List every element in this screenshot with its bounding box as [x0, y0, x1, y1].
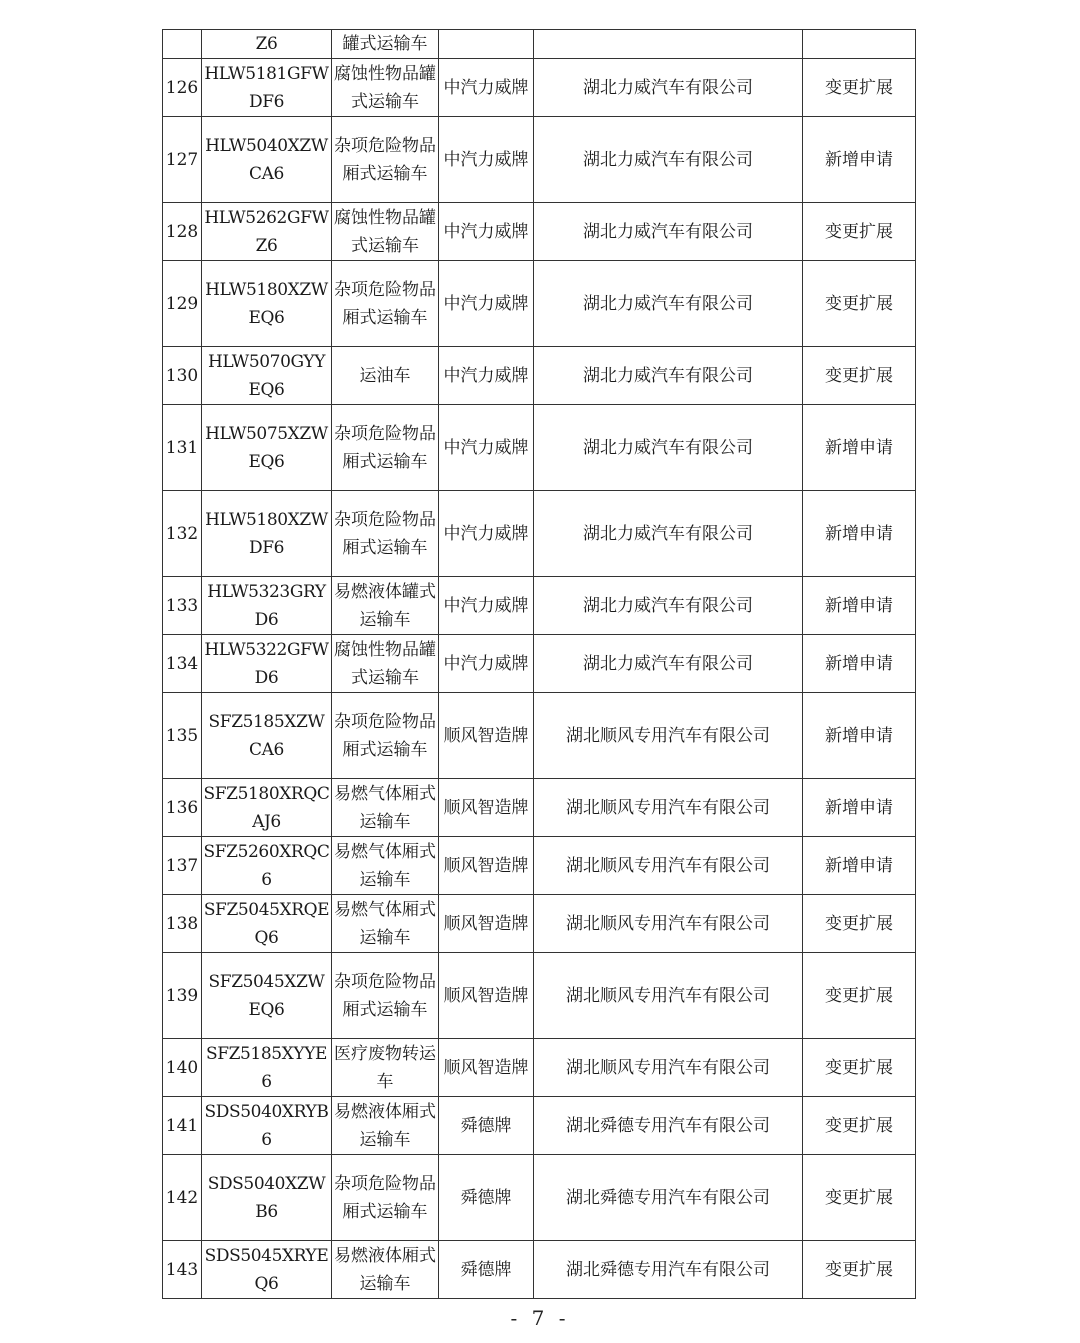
- cell-brand: 顺风智造牌: [439, 779, 534, 837]
- cell-status: 新增申请: [803, 837, 916, 895]
- cell-status: 变更扩展: [803, 59, 916, 117]
- table-row: [163, 837, 916, 895]
- cell-model: SDS5040XZWB6: [202, 1155, 332, 1241]
- cell-vehicle-type: 杂项危险物品厢式运输车: [332, 405, 439, 491]
- table-row: [163, 895, 916, 953]
- cell-status: 变更扩展: [803, 1097, 916, 1155]
- cell-company: 湖北力威汽车有限公司: [534, 491, 803, 577]
- cell-status: 变更扩展: [803, 1039, 916, 1097]
- cell-model: SFZ5260XRQC6: [202, 837, 332, 895]
- page-number: - 7 -: [510, 1306, 570, 1330]
- cell-company: 湖北舜德专用汽车有限公司: [534, 1155, 803, 1241]
- cell-status: 变更扩展: [803, 953, 916, 1039]
- cell-brand: 中汽力威牌: [439, 405, 534, 491]
- table-row: [163, 347, 916, 405]
- table-row: [163, 1039, 916, 1097]
- cell-vehicle-type: 易燃液体罐式运输车: [332, 577, 439, 635]
- cell-model: HLW5070GYYEQ6: [202, 347, 332, 405]
- cell-vehicle-type: 腐蚀性物品罐式运输车: [332, 635, 439, 693]
- table-row: [163, 635, 916, 693]
- cell-brand: 舜德牌: [439, 1241, 534, 1299]
- cell-model: HLW5322GFWD6: [202, 635, 332, 693]
- cell-number: 128: [163, 203, 202, 261]
- cell-vehicle-type: 易燃气体厢式运输车: [332, 895, 439, 953]
- cell-status: 变更扩展: [803, 1155, 916, 1241]
- cell-brand: 顺风智造牌: [439, 953, 534, 1039]
- table-row: [163, 59, 916, 117]
- cell-vehicle-type: 腐蚀性物品罐式运输车: [332, 59, 439, 117]
- cell-number: 133: [163, 577, 202, 635]
- cell-company: 湖北力威汽车有限公司: [534, 347, 803, 405]
- cell-vehicle-type: 易燃液体厢式运输车: [332, 1097, 439, 1155]
- cell-brand: 顺风智造牌: [439, 1039, 534, 1097]
- cell-company: 湖北顺风专用汽车有限公司: [534, 895, 803, 953]
- cell-vehicle-type: 易燃气体厢式运输车: [332, 779, 439, 837]
- cell-vehicle-type: 罐式运输车: [332, 30, 439, 59]
- table-row: [163, 1097, 916, 1155]
- cell-number: 140: [163, 1039, 202, 1097]
- cell-model: HLW5181GFWDF6: [202, 59, 332, 117]
- table-row: [163, 693, 916, 779]
- cell-number: 138: [163, 895, 202, 953]
- table-row: [163, 1155, 916, 1241]
- cell-brand: 中汽力威牌: [439, 203, 534, 261]
- cell-brand: 中汽力威牌: [439, 261, 534, 347]
- cell-vehicle-type: 杂项危险物品厢式运输车: [332, 693, 439, 779]
- table-row: [163, 203, 916, 261]
- cell-brand: 舜德牌: [439, 1155, 534, 1241]
- cell-number: 143: [163, 1241, 202, 1299]
- cell-company: 湖北顺风专用汽车有限公司: [534, 1039, 803, 1097]
- cell-company: 湖北力威汽车有限公司: [534, 405, 803, 491]
- cell-company: 湖北力威汽车有限公司: [534, 117, 803, 203]
- cell-model: SDS5040XRYB6: [202, 1097, 332, 1155]
- cell-vehicle-type: 易燃气体厢式运输车: [332, 837, 439, 895]
- cell-model: HLW5040XZWCA6: [202, 117, 332, 203]
- cell-status: [803, 30, 916, 59]
- cell-model: SFZ5180XRQCAJ6: [202, 779, 332, 837]
- cell-brand: [439, 30, 534, 59]
- cell-number: 131: [163, 405, 202, 491]
- cell-status: 新增申请: [803, 577, 916, 635]
- cell-status: 新增申请: [803, 779, 916, 837]
- cell-model: HLW5262GFWZ6: [202, 203, 332, 261]
- cell-status: 变更扩展: [803, 347, 916, 405]
- cell-brand: 顺风智造牌: [439, 693, 534, 779]
- table-row: [163, 1241, 916, 1299]
- table-row: [163, 405, 916, 491]
- vehicle-catalog-table: [162, 29, 916, 1299]
- cell-vehicle-type: 杂项危险物品厢式运输车: [332, 953, 439, 1039]
- table-row: [163, 577, 916, 635]
- cell-vehicle-type: 易燃液体厢式运输车: [332, 1241, 439, 1299]
- cell-status: 变更扩展: [803, 895, 916, 953]
- cell-company: [534, 30, 803, 59]
- cell-vehicle-type: 腐蚀性物品罐式运输车: [332, 203, 439, 261]
- cell-vehicle-type: 杂项危险物品厢式运输车: [332, 117, 439, 203]
- table-body: [163, 30, 916, 1299]
- cell-company: 湖北力威汽车有限公司: [534, 203, 803, 261]
- cell-status: 新增申请: [803, 635, 916, 693]
- cell-company: 湖北顺风专用汽车有限公司: [534, 953, 803, 1039]
- cell-model: HLW5180XZWDF6: [202, 491, 332, 577]
- cell-company: 湖北力威汽车有限公司: [534, 59, 803, 117]
- cell-number: 142: [163, 1155, 202, 1241]
- cell-number: 130: [163, 347, 202, 405]
- cell-number: 136: [163, 779, 202, 837]
- table-row: [163, 30, 916, 59]
- cell-company: 湖北舜德专用汽车有限公司: [534, 1241, 803, 1299]
- cell-status: 新增申请: [803, 693, 916, 779]
- cell-number: 127: [163, 117, 202, 203]
- cell-number: [163, 30, 202, 59]
- cell-vehicle-type: 杂项危险物品厢式运输车: [332, 261, 439, 347]
- cell-number: 129: [163, 261, 202, 347]
- cell-brand: 舜德牌: [439, 1097, 534, 1155]
- cell-model: SFZ5045XZWEQ6: [202, 953, 332, 1039]
- table-row: [163, 117, 916, 203]
- cell-model: HLW5323GRYD6: [202, 577, 332, 635]
- cell-model: HLW5180XZWEQ6: [202, 261, 332, 347]
- table-row: [163, 491, 916, 577]
- cell-vehicle-type: 杂项危险物品厢式运输车: [332, 1155, 439, 1241]
- table-row: [163, 261, 916, 347]
- cell-number: 126: [163, 59, 202, 117]
- cell-status: 变更扩展: [803, 203, 916, 261]
- cell-brand: 中汽力威牌: [439, 577, 534, 635]
- cell-brand: 中汽力威牌: [439, 59, 534, 117]
- cell-vehicle-type: 运油车: [332, 347, 439, 405]
- cell-number: 134: [163, 635, 202, 693]
- cell-number: 139: [163, 953, 202, 1039]
- cell-company: 湖北力威汽车有限公司: [534, 577, 803, 635]
- cell-status: 变更扩展: [803, 261, 916, 347]
- cell-status: 新增申请: [803, 117, 916, 203]
- cell-status: 新增申请: [803, 491, 916, 577]
- cell-model: SFZ5045XRQEQ6: [202, 895, 332, 953]
- cell-brand: 中汽力威牌: [439, 117, 534, 203]
- cell-vehicle-type: 医疗废物转运车: [332, 1039, 439, 1097]
- cell-number: 137: [163, 837, 202, 895]
- cell-model: Z6: [202, 30, 332, 59]
- cell-brand: 顺风智造牌: [439, 895, 534, 953]
- table-row: [163, 779, 916, 837]
- cell-company: 湖北顺风专用汽车有限公司: [534, 693, 803, 779]
- cell-number: 132: [163, 491, 202, 577]
- cell-status: 变更扩展: [803, 1241, 916, 1299]
- cell-brand: 中汽力威牌: [439, 491, 534, 577]
- cell-status: 新增申请: [803, 405, 916, 491]
- cell-number: 141: [163, 1097, 202, 1155]
- cell-company: 湖北顺风专用汽车有限公司: [534, 837, 803, 895]
- cell-company: 湖北舜德专用汽车有限公司: [534, 1097, 803, 1155]
- cell-number: 135: [163, 693, 202, 779]
- cell-company: 湖北力威汽车有限公司: [534, 635, 803, 693]
- table-row: [163, 953, 916, 1039]
- cell-brand: 顺风智造牌: [439, 837, 534, 895]
- cell-vehicle-type: 杂项危险物品厢式运输车: [332, 491, 439, 577]
- cell-model: HLW5075XZWEQ6: [202, 405, 332, 491]
- cell-model: SFZ5185XYYE6: [202, 1039, 332, 1097]
- cell-brand: 中汽力威牌: [439, 347, 534, 405]
- cell-model: SDS5045XRYEQ6: [202, 1241, 332, 1299]
- cell-company: 湖北力威汽车有限公司: [534, 261, 803, 347]
- cell-model: SFZ5185XZWCA6: [202, 693, 332, 779]
- cell-company: 湖北顺风专用汽车有限公司: [534, 779, 803, 837]
- cell-brand: 中汽力威牌: [439, 635, 534, 693]
